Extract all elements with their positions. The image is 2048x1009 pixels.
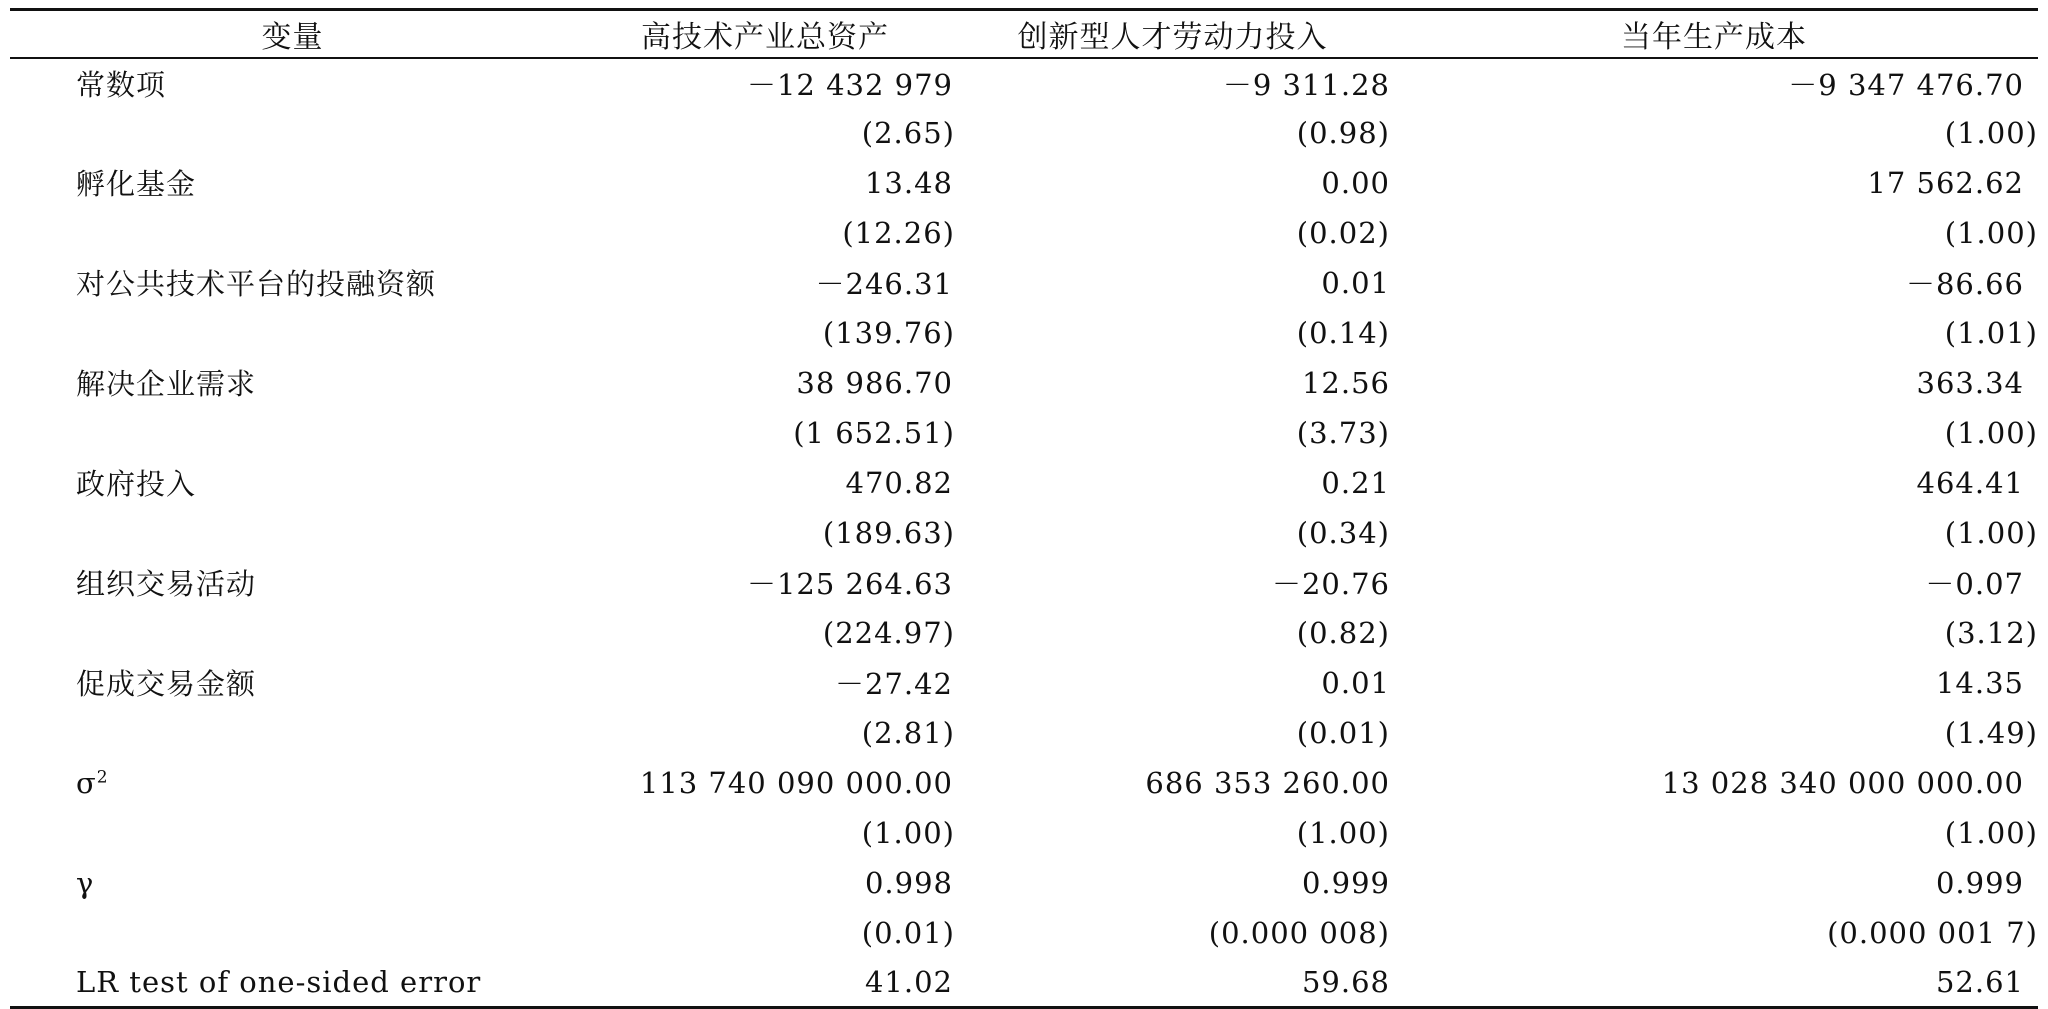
standard-error-cell: (1.00)	[1944, 815, 2038, 850]
variable-name	[10, 58, 575, 108]
coefficient-cell: －246.31	[815, 267, 953, 301]
standard-error-cell: (1 652.51)	[793, 415, 955, 450]
empty-cell	[10, 808, 575, 858]
variable-label: LR test of one-sided error	[76, 964, 482, 999]
table-body	[10, 58, 2038, 1008]
standard-error-cell: (0.000 008)	[1208, 915, 1390, 950]
standard-error-cell: (0.82)	[1296, 615, 1390, 650]
standard-error-row	[10, 708, 2038, 758]
variable-label: γ	[76, 865, 95, 900]
variable-name	[10, 358, 575, 408]
variable-name	[10, 858, 575, 908]
variable-label: 解决企业需求	[76, 367, 257, 401]
standard-error-row	[10, 108, 2038, 158]
standard-error-cell: (1.00)	[1944, 215, 2038, 250]
header-innovative-talent-labor: 创新型人才劳动力投入	[955, 10, 1390, 58]
variable-name	[10, 658, 575, 708]
variable-label: 组织交易活动	[76, 567, 257, 601]
coefficient-cell: 13.48	[864, 165, 953, 200]
standard-error-cell: (1.00)	[1944, 515, 2038, 550]
variable-label: 对公共技术平台的投融资额	[76, 267, 437, 301]
table-row	[10, 558, 2038, 608]
standard-error-cell: (1.01)	[1944, 315, 2038, 350]
table-row	[10, 458, 2038, 508]
empty-cell	[10, 708, 575, 758]
variable-label: σ	[76, 765, 97, 800]
standard-error-cell: (0.34)	[1296, 515, 1390, 550]
standard-error-cell: (0.14)	[1296, 315, 1390, 350]
coefficient-cell: －86.66	[1905, 267, 2024, 301]
coefficient-cell: 41.02	[575, 958, 955, 1008]
coefficient-cell: 0.999	[1935, 865, 2024, 900]
coefficient-cell: 464.41	[1916, 465, 2024, 500]
header-variable: 变量	[10, 10, 575, 58]
coefficient-cell: －20.76	[1271, 567, 1390, 601]
table-row	[10, 758, 2038, 808]
variable-superscript: 2	[96, 766, 109, 787]
empty-cell	[10, 408, 575, 458]
empty-cell	[10, 608, 575, 658]
standard-error-row	[10, 308, 2038, 358]
standard-error-cell: (1.49)	[1944, 715, 2038, 750]
coefficient-cell: 686 353 260.00	[1145, 765, 1390, 800]
table-row	[10, 258, 2038, 308]
table-row	[10, 958, 2038, 1008]
variable-name	[10, 558, 575, 608]
coefficient-cell: 17 562.62	[1867, 165, 2024, 200]
standard-error-row	[10, 408, 2038, 458]
coefficient-cell: 52.61	[1390, 958, 2038, 1008]
coefficient-cell: 0.01	[1321, 265, 1390, 300]
empty-cell	[10, 308, 575, 358]
standard-error-cell: (0.000 001 7)	[1827, 915, 2038, 950]
coefficient-cell: 59.68	[955, 958, 1390, 1008]
coefficient-cell: －9 311.28	[1222, 67, 1390, 102]
coefficient-cell: 13 028 340 000 000.00	[1661, 765, 2024, 800]
standard-error-cell: (0.01)	[861, 915, 955, 950]
coefficient-cell: 113 740 090 000.00	[639, 765, 953, 800]
standard-error-cell: (0.01)	[1296, 715, 1390, 750]
standard-error-cell: (2.81)	[861, 715, 955, 750]
standard-error-cell: (1.00)	[861, 815, 955, 850]
coefficient-cell: 470.82	[845, 465, 953, 500]
variable-label: 孵化基金	[76, 167, 197, 201]
regression-results-table	[10, 8, 2038, 1009]
header-high-tech-assets: 高技术产业总资产	[575, 10, 955, 58]
coefficient-cell: －0.07	[1925, 567, 2024, 601]
standard-error-cell: (0.02)	[1296, 215, 1390, 250]
table-row	[10, 58, 2038, 108]
coefficient-cell: 0.998	[864, 865, 953, 900]
coefficient-cell: －27.42	[834, 667, 953, 701]
variable-name	[10, 758, 575, 808]
standard-error-cell: (189.63)	[822, 515, 955, 550]
standard-error-cell: (1.00)	[1944, 415, 2038, 450]
standard-error-cell: (3.73)	[1296, 415, 1390, 450]
standard-error-row	[10, 508, 2038, 558]
coefficient-cell: 363.34	[1916, 365, 2024, 400]
standard-error-cell: (139.76)	[822, 315, 955, 350]
standard-error-cell: (0.98)	[1296, 115, 1390, 150]
standard-error-cell: (12.26)	[842, 215, 955, 250]
variable-label: 常数项	[76, 67, 167, 102]
variable-name	[10, 958, 575, 1008]
standard-error-cell: (3.12)	[1944, 615, 2038, 650]
variable-name	[10, 158, 575, 208]
variable-label: 促成交易金额	[76, 667, 257, 701]
standard-error-cell: (224.97)	[822, 615, 955, 650]
header-production-cost: 当年生产成本	[1390, 10, 2038, 58]
coefficient-cell: 0.999	[1301, 865, 1390, 900]
empty-cell	[10, 508, 575, 558]
standard-error-row	[10, 608, 2038, 658]
standard-error-cell: (2.65)	[861, 115, 955, 150]
coefficient-cell: 38 986.70	[796, 365, 953, 400]
standard-error-cell: (1.00)	[1296, 815, 1390, 850]
table-row	[10, 858, 2038, 908]
variable-name	[10, 458, 575, 508]
coefficient-cell: 14.35	[1935, 665, 2024, 700]
table-row	[10, 158, 2038, 208]
standard-error-row	[10, 808, 2038, 858]
coefficient-cell: 0.01	[1321, 665, 1390, 700]
standard-error-row	[10, 908, 2038, 958]
coefficient-cell: －9 347 476.70	[1788, 67, 2024, 102]
standard-error-cell: (1.00)	[1944, 115, 2038, 150]
table-row	[10, 658, 2038, 708]
variable-name	[10, 258, 575, 308]
standard-error-row	[10, 208, 2038, 258]
coefficient-cell: 12.56	[1301, 365, 1390, 400]
coefficient-cell: 0.21	[1321, 465, 1390, 500]
table-row	[10, 358, 2038, 408]
variable-label: 政府投入	[76, 467, 197, 501]
coefficient-cell: －12 432 979	[746, 67, 953, 102]
table-header-row	[10, 10, 2038, 58]
coefficient-cell: －125 264.63	[746, 567, 953, 601]
coefficient-cell: 0.00	[1321, 165, 1390, 200]
empty-cell	[10, 208, 575, 258]
empty-cell	[10, 908, 575, 958]
empty-cell	[10, 108, 575, 158]
